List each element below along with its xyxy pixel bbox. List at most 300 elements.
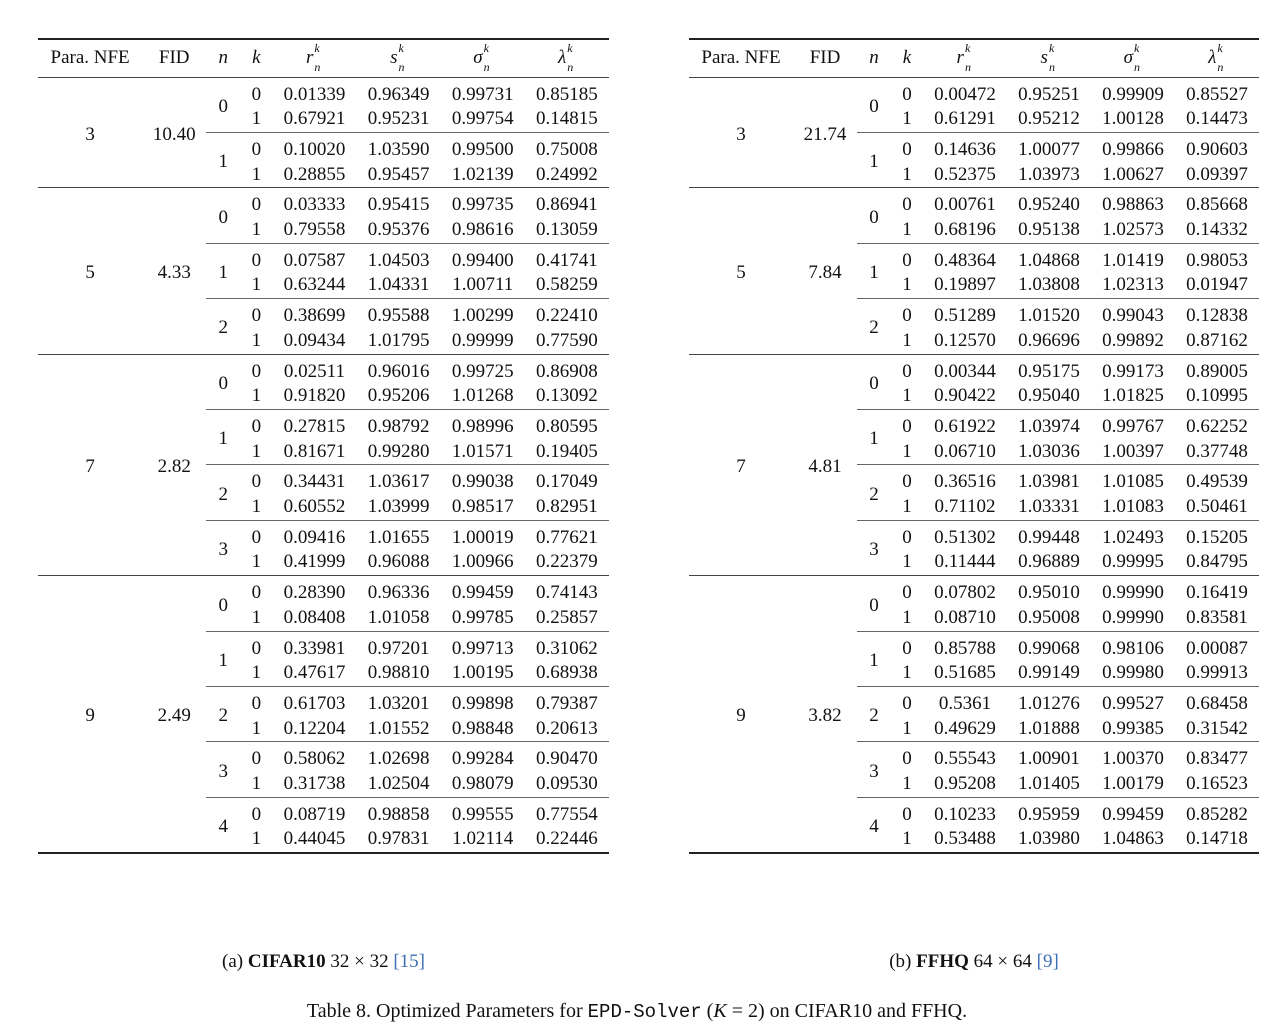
sigma-value-cell: 1.02114	[452, 828, 514, 850]
n-cell: 3	[206, 742, 240, 797]
s-value-cell: 0.99068	[1007, 631, 1091, 661]
lambda-value-cell: 0.68458	[1175, 686, 1259, 716]
k-cell: 0	[891, 299, 923, 329]
r-value-cell: 0.10020	[272, 132, 356, 162]
sigma-value-cell: 0.99999	[451, 329, 514, 351]
sigma-value-cell: 0.98517	[451, 496, 514, 518]
sigma-value-cell: 0.99990	[1102, 606, 1164, 628]
n-cell: 2	[857, 299, 891, 354]
n-cell: 2	[206, 299, 240, 354]
header-lambda: λ k n	[558, 41, 574, 75]
r-value-cell: 0.19897	[934, 274, 996, 296]
lambda-value-cell: 0.25857	[536, 606, 598, 628]
k-cell: 0	[240, 409, 272, 439]
r-value-cell: 0.07587	[272, 243, 356, 273]
lambda-value-cell: 0.58259	[536, 274, 598, 296]
fid-cell: 21.74	[803, 123, 847, 145]
sigma-value-cell: 1.00019	[441, 520, 525, 550]
r-value-cell: 0.51302	[923, 520, 1007, 550]
k-cell: 0	[891, 132, 923, 162]
s-value-cell: 0.95138	[1018, 219, 1080, 241]
s-value-cell: 1.03590	[357, 132, 441, 162]
k-cell: 0	[891, 576, 923, 606]
lambda-value-cell: 0.16419	[1175, 576, 1259, 606]
k-cell: 1	[902, 385, 912, 407]
header-n: n	[857, 39, 891, 77]
s-value-cell: 0.95376	[367, 219, 430, 241]
k-cell: 1	[251, 440, 262, 462]
n-cell: 4	[857, 797, 891, 853]
r-value-cell: 0.09416	[272, 520, 356, 550]
s-value-cell: 0.95231	[367, 108, 430, 130]
r-value-cell: 0.03333	[272, 188, 356, 218]
r-value-cell: 0.10233	[923, 797, 1007, 827]
s-value-cell: 1.02504	[367, 773, 430, 795]
sigma-value-cell: 1.00711	[452, 274, 514, 296]
sigma-value-cell: 0.98616	[451, 219, 514, 241]
s-value-cell: 1.03201	[357, 686, 441, 716]
k-cell: 0	[240, 631, 272, 661]
sigma-value-cell: 0.99284	[441, 742, 525, 772]
s-value-cell: 1.03999	[367, 496, 430, 518]
lambda-value-cell: 0.09530	[536, 773, 598, 795]
sigma-value-cell: 1.01571	[451, 440, 514, 462]
lambda-value-cell: 0.12838	[1175, 299, 1259, 329]
caption-k-value: = 2)	[726, 1000, 765, 1022]
s-value-cell: 0.95588	[357, 299, 441, 329]
s-value-cell: 0.95959	[1007, 797, 1091, 827]
table-row	[38, 188, 609, 218]
k-cell: 0	[891, 243, 923, 273]
sigma-value-cell: 0.98863	[1091, 188, 1175, 218]
r-value-cell: 0.06710	[934, 440, 996, 462]
fid-cell: 7.84	[793, 188, 857, 354]
s-value-cell: 1.01552	[367, 717, 430, 739]
sigma-value-cell: 1.00397	[1102, 440, 1164, 462]
k-cell: 0	[240, 132, 272, 162]
sigma-value-cell: 0.98106	[1091, 631, 1175, 661]
s-value-cell: 0.96088	[367, 551, 430, 573]
sigma-value-cell: 0.99892	[1102, 329, 1164, 351]
sigma-value-cell: 0.99785	[451, 606, 514, 628]
s-value-cell: 1.02698	[357, 742, 441, 772]
r-value-cell: 0.41999	[283, 551, 346, 573]
n-cell: 0	[857, 576, 891, 631]
s-value-cell: 0.98858	[357, 797, 441, 827]
citation-link-close: ]	[418, 951, 425, 972]
r-value-cell: 0.95208	[934, 773, 996, 795]
s-value-cell: 0.95240	[1007, 188, 1091, 218]
s-value-cell: 1.03331	[1018, 496, 1080, 518]
k-cell: 1	[251, 606, 262, 628]
lambda-value-cell: 0.00087	[1175, 631, 1259, 661]
r-value-cell: 0.14636	[923, 132, 1007, 162]
k-cell: 1	[251, 163, 262, 185]
s-value-cell: 0.96349	[367, 83, 430, 105]
lambda-value-cell: 0.83581	[1186, 606, 1248, 628]
n-cell: 2	[857, 465, 891, 520]
n-cell: 4	[206, 797, 240, 853]
table-row	[689, 77, 1259, 107]
table-row	[689, 576, 1259, 606]
sigma-value-cell: 0.99173	[1091, 354, 1175, 384]
lambda-value-cell: 0.99913	[1186, 662, 1248, 684]
sigma-value-cell: 0.99735	[441, 188, 525, 218]
s-value-cell: 1.01520	[1007, 299, 1091, 329]
lambda-value-cell: 0.77621	[525, 520, 609, 550]
lambda-value-cell: 0.14718	[1186, 828, 1248, 850]
r-value-cell: 0.08408	[283, 606, 346, 628]
r-value-cell: 0.61291	[934, 108, 996, 130]
fid-cell: 2.82	[142, 354, 206, 576]
lambda-value-cell: 0.01947	[1186, 274, 1248, 296]
n-cell: 3	[857, 520, 891, 575]
sigma-value-cell: 1.01268	[451, 385, 514, 407]
sigma-value-cell: 0.99995	[1102, 551, 1164, 573]
r-value-cell: 0.28855	[283, 163, 346, 185]
header-para-nfe: Para. NFE	[689, 39, 793, 77]
para-nfe-cell: 9	[689, 576, 793, 854]
sigma-value-cell: 0.99500	[441, 132, 525, 162]
lambda-value-cell: 0.90470	[525, 742, 609, 772]
k-cell: 1	[902, 163, 912, 185]
r-value-cell: 0.81671	[283, 440, 346, 462]
caption-paren: (	[701, 1000, 714, 1022]
s-value-cell: 0.95457	[367, 163, 430, 185]
header-fid: FID	[142, 39, 206, 77]
r-value-cell: 0.09434	[283, 329, 346, 351]
k-cell: 1	[902, 440, 912, 462]
k-cell: 0	[251, 83, 262, 105]
lambda-value-cell: 0.50461	[1186, 496, 1248, 518]
k-cell: 1	[251, 274, 262, 296]
lambda-value-cell: 0.14332	[1186, 219, 1248, 241]
lambda-value-cell: 0.84795	[1186, 551, 1248, 573]
lambda-value-cell: 0.37748	[1186, 440, 1248, 462]
subcaption-dataset: FFHQ	[916, 951, 969, 972]
n-cell: 0	[218, 95, 229, 117]
s-value-cell: 1.04331	[367, 274, 430, 296]
r-value-cell: 0.51289	[923, 299, 1007, 329]
r-value-cell: 0.58062	[272, 742, 356, 772]
lambda-value-cell: 0.90603	[1175, 132, 1259, 162]
n-cell: 1	[206, 132, 240, 187]
subcaption-resolution: 64 × 64	[968, 951, 1037, 972]
lambda-value-cell: 0.85668	[1175, 188, 1259, 218]
r-value-cell: 0.00344	[923, 354, 1007, 384]
k-cell: 0	[240, 299, 272, 329]
lambda-value-cell: 0.77590	[536, 329, 598, 351]
fid-cell: 4.81	[793, 354, 857, 576]
lambda-value-cell: 0.49539	[1175, 465, 1259, 495]
r-value-cell: 0.71102	[934, 496, 996, 518]
sigma-value-cell: 1.00179	[1102, 773, 1164, 795]
r-value-cell: 0.68196	[934, 219, 996, 241]
r-value-cell: 0.5361	[923, 686, 1007, 716]
header-n: n	[206, 39, 240, 77]
sigma-value-cell: 0.99980	[1102, 662, 1164, 684]
r-value-cell: 0.08710	[934, 606, 996, 628]
k-cell: 1	[902, 329, 912, 351]
n-cell: 0	[206, 576, 240, 631]
s-value-cell: 0.95008	[1018, 606, 1080, 628]
s-value-cell: 1.03617	[357, 465, 441, 495]
fid-cell: 10.40	[152, 123, 196, 145]
header-fid: FID	[793, 39, 857, 77]
lambda-value-cell: 0.79387	[525, 686, 609, 716]
k-cell: 1	[902, 717, 912, 739]
r-value-cell: 0.33981	[272, 631, 356, 661]
lambda-value-cell: 0.17049	[525, 465, 609, 495]
r-value-cell: 0.61703	[272, 686, 356, 716]
n-cell: 0	[206, 188, 240, 243]
s-value-cell: 0.96336	[357, 576, 441, 606]
para-nfe-cell: 7	[38, 354, 142, 576]
header-sigma: σ k n	[473, 41, 490, 75]
k-cell: 1	[251, 828, 262, 850]
citation-link[interactable]: 15	[399, 951, 419, 972]
para-nfe-cell: 5	[38, 188, 142, 354]
header-r: r k n	[305, 41, 321, 75]
s-value-cell: 0.99149	[1018, 662, 1080, 684]
k-cell: 1	[902, 496, 912, 518]
r-value-cell: 0.90422	[934, 385, 996, 407]
k-cell: 1	[902, 274, 912, 296]
s-value-cell: 0.95212	[1018, 108, 1080, 130]
sigma-value-cell: 1.00627	[1102, 163, 1164, 185]
s-value-cell: 1.03973	[1018, 163, 1080, 185]
table-row	[38, 354, 609, 384]
header-r: r k n	[956, 41, 971, 75]
k-cell: 0	[891, 631, 923, 661]
k-cell: 1	[251, 385, 262, 407]
lambda-value-cell: 0.82951	[536, 496, 598, 518]
lambda-value-cell: 0.13092	[536, 385, 598, 407]
parameter-table	[38, 38, 609, 854]
lambda-value-cell: 0.31062	[525, 631, 609, 661]
lambda-value-cell: 0.77554	[525, 797, 609, 827]
s-value-cell: 0.98810	[367, 662, 430, 684]
header-s: s k n	[1040, 41, 1055, 75]
sigma-value-cell: 0.99527	[1091, 686, 1175, 716]
k-cell: 0	[240, 188, 272, 218]
r-value-cell: 0.00472	[934, 83, 996, 105]
k-cell: 1	[251, 108, 262, 130]
s-value-cell: 0.97831	[367, 828, 430, 850]
caption-solver-name: EPD-Solver	[587, 1001, 702, 1023]
r-value-cell: 0.55543	[923, 742, 1007, 772]
s-value-cell: 0.99280	[367, 440, 430, 462]
r-value-cell: 0.02511	[272, 354, 356, 384]
r-value-cell: 0.61922	[923, 409, 1007, 439]
s-value-cell: 1.01888	[1018, 717, 1080, 739]
sigma-value-cell: 1.00966	[451, 551, 514, 573]
s-value-cell: 1.04868	[1007, 243, 1091, 273]
r-value-cell: 0.36516	[923, 465, 1007, 495]
sigma-value-cell: 0.99731	[451, 83, 514, 105]
lambda-value-cell: 0.83477	[1175, 742, 1259, 772]
sigma-value-cell: 0.99725	[441, 354, 525, 384]
k-cell: 0	[240, 576, 272, 606]
k-cell: 1	[902, 108, 912, 130]
s-value-cell: 1.01405	[1018, 773, 1080, 795]
sigma-value-cell: 0.99038	[441, 465, 525, 495]
r-value-cell: 0.27815	[272, 409, 356, 439]
table-row	[689, 188, 1259, 218]
lambda-value-cell: 0.85185	[536, 83, 598, 105]
s-value-cell: 1.03981	[1007, 465, 1091, 495]
citation-link-open: [	[1036, 951, 1043, 972]
k-cell: 1	[902, 219, 912, 241]
caption-suffix: on CIFAR10 and FFHQ.	[764, 1000, 968, 1022]
caption-prefix: Table 8. Optimized Parameters for	[306, 1000, 588, 1022]
header-s: s k n	[390, 41, 405, 75]
k-cell: 1	[251, 496, 262, 518]
lambda-value-cell: 0.10995	[1186, 385, 1248, 407]
s-value-cell: 0.98792	[357, 409, 441, 439]
s-value-cell: 0.95206	[367, 385, 430, 407]
n-cell: 0	[857, 188, 891, 243]
k-cell: 0	[240, 520, 272, 550]
sigma-value-cell: 0.99754	[451, 108, 514, 130]
s-value-cell: 1.01655	[357, 520, 441, 550]
s-value-cell: 0.95175	[1007, 354, 1091, 384]
s-value-cell: 0.96696	[1018, 329, 1080, 351]
r-value-cell: 0.08719	[272, 797, 356, 827]
lambda-value-cell: 0.85527	[1186, 83, 1248, 105]
s-value-cell: 1.00077	[1007, 132, 1091, 162]
k-cell: 0	[891, 409, 923, 439]
fid-cell: 4.33	[142, 188, 206, 354]
sigma-value-cell: 0.99866	[1091, 132, 1175, 162]
subcaption-resolution: 32 × 32	[325, 951, 394, 972]
k-cell: 0	[891, 465, 923, 495]
table-row	[689, 354, 1259, 384]
citation-link-close: ]	[1052, 951, 1059, 972]
k-cell: 1	[251, 551, 262, 573]
n-cell: 1	[206, 631, 240, 686]
fid-cell: 3.82	[793, 576, 857, 854]
para-nfe-cell: 7	[689, 354, 793, 576]
citation-link[interactable]: 9	[1042, 951, 1053, 972]
lambda-value-cell: 0.22379	[536, 551, 598, 573]
sigma-value-cell: 0.99400	[441, 243, 525, 273]
k-cell: 0	[240, 354, 272, 384]
sigma-value-cell: 0.99990	[1091, 576, 1175, 606]
lambda-value-cell: 0.20613	[536, 717, 598, 739]
ffhq-subcaption	[689, 951, 1259, 973]
r-value-cell: 0.52375	[934, 163, 996, 185]
sigma-value-cell: 0.99459	[1091, 797, 1175, 827]
sigma-value-cell: 0.98848	[451, 717, 514, 739]
header-para-nfe: Para. NFE	[38, 39, 142, 77]
r-value-cell: 0.53488	[934, 828, 996, 850]
s-value-cell: 1.01795	[367, 329, 430, 351]
lambda-value-cell: 0.22446	[536, 828, 598, 850]
sigma-value-cell: 1.01085	[1091, 465, 1175, 495]
n-cell: 1	[206, 243, 240, 298]
s-value-cell: 0.96889	[1018, 551, 1080, 573]
k-cell: 0	[240, 465, 272, 495]
sigma-value-cell: 0.99713	[441, 631, 525, 661]
r-value-cell: 0.28390	[272, 576, 356, 606]
k-cell: 1	[902, 551, 912, 573]
sigma-value-cell: 1.00299	[441, 299, 525, 329]
fid-cell: 2.49	[142, 576, 206, 854]
s-value-cell: 1.01276	[1007, 686, 1091, 716]
lambda-value-cell: 0.16523	[1186, 773, 1248, 795]
k-cell: 0	[891, 742, 923, 772]
n-cell: 2	[206, 465, 240, 520]
citation-link-open: [	[393, 951, 400, 972]
r-value-cell: 0.11444	[934, 551, 996, 573]
sigma-value-cell: 0.98079	[451, 773, 514, 795]
parameter-table	[689, 38, 1259, 854]
sigma-value-cell: 1.02139	[451, 163, 514, 185]
lambda-value-cell: 0.80595	[525, 409, 609, 439]
s-value-cell: 0.99448	[1007, 520, 1091, 550]
k-cell: 1	[251, 773, 262, 795]
n-cell: 1	[857, 243, 891, 298]
k-cell: 0	[891, 686, 923, 716]
lambda-value-cell: 0.62252	[1175, 409, 1259, 439]
r-value-cell: 0.34431	[272, 465, 356, 495]
lambda-value-cell: 0.89005	[1175, 354, 1259, 384]
r-value-cell: 0.31738	[283, 773, 346, 795]
header-k: k	[891, 39, 923, 77]
r-value-cell: 0.07802	[923, 576, 1007, 606]
r-value-cell: 0.44045	[283, 828, 346, 850]
lambda-value-cell: 0.14473	[1186, 108, 1248, 130]
sigma-value-cell: 0.99909	[1102, 83, 1164, 105]
sigma-value-cell: 1.04863	[1102, 828, 1164, 850]
s-value-cell: 1.00901	[1007, 742, 1091, 772]
lambda-value-cell: 0.74143	[525, 576, 609, 606]
r-value-cell: 0.51685	[934, 662, 996, 684]
lambda-value-cell: 0.86941	[525, 188, 609, 218]
k-cell: 1	[902, 662, 912, 684]
r-value-cell: 0.85788	[923, 631, 1007, 661]
s-value-cell: 1.03974	[1007, 409, 1091, 439]
k-cell: 0	[891, 354, 923, 384]
cifar10-subcaption	[38, 951, 609, 973]
n-cell: 2	[857, 686, 891, 741]
k-cell: 1	[902, 773, 912, 795]
r-value-cell: 0.79558	[283, 219, 346, 241]
n-cell: 0	[206, 354, 240, 409]
n-cell: 3	[206, 520, 240, 575]
lambda-value-cell: 0.31542	[1186, 717, 1248, 739]
lambda-value-cell: 0.68938	[536, 662, 598, 684]
sigma-value-cell: 1.02573	[1102, 219, 1164, 241]
r-value-cell: 0.38699	[272, 299, 356, 329]
sigma-value-cell: 0.99767	[1091, 409, 1175, 439]
k-cell: 0	[902, 83, 912, 105]
para-nfe-cell: 5	[689, 188, 793, 354]
sigma-value-cell: 0.99459	[441, 576, 525, 606]
s-value-cell: 1.01058	[367, 606, 430, 628]
n-cell: 1	[206, 409, 240, 464]
k-cell: 1	[902, 606, 912, 628]
s-value-cell: 0.95415	[357, 188, 441, 218]
sigma-value-cell: 1.01083	[1102, 496, 1164, 518]
k-cell: 1	[251, 662, 262, 684]
sigma-value-cell: 0.98996	[441, 409, 525, 439]
lambda-value-cell: 0.24992	[536, 163, 598, 185]
s-value-cell: 1.03808	[1018, 274, 1080, 296]
r-value-cell: 0.00761	[923, 188, 1007, 218]
r-value-cell: 0.60552	[283, 496, 346, 518]
